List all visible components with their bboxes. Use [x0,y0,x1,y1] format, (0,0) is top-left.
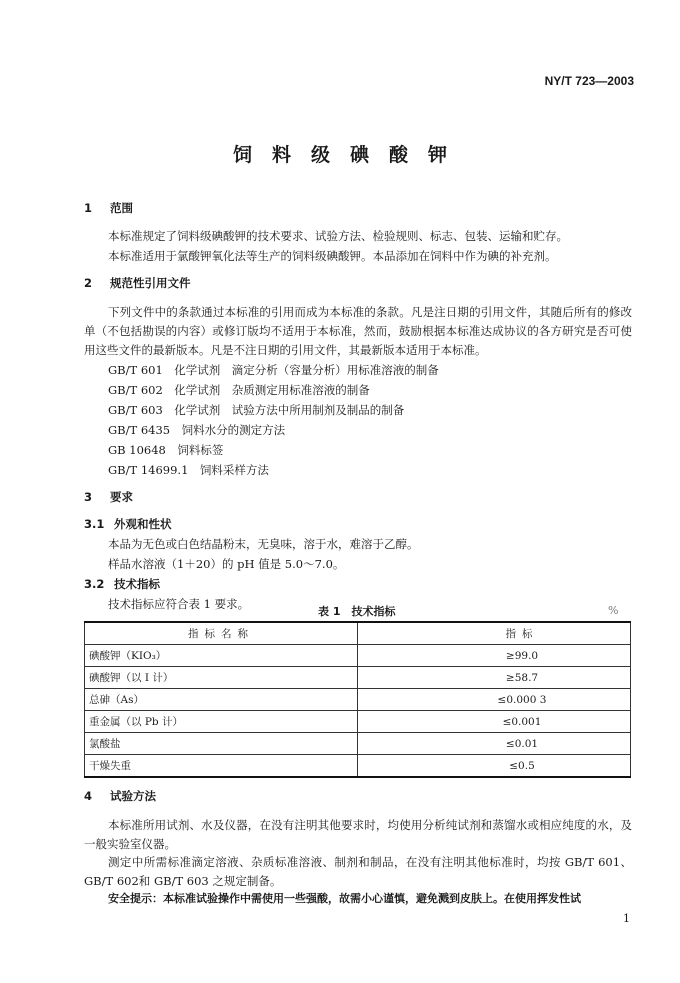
table-row [85,711,631,733]
section-number: 3.2 [84,577,105,591]
section-1-para-1: 本标准规定了饲料级碘酸钾的技术要求、试验方法、检验规则、标志、包装、运输和贮存。 [108,229,568,243]
section-2-heading [84,275,191,291]
reference-item: GB/T 6435 饲料水分的测定方法 [108,423,286,437]
table-unit: % [608,604,619,617]
table-row [85,667,631,689]
section-number: 4 [84,789,93,803]
table-cell-value: ≤0.000 3 [358,689,631,711]
table-cell-name: 氯酸盐 [85,733,358,755]
section-title: 范围 [110,201,133,215]
section-3-2-para-1: 技术指标应符合表 1 要求。 [108,597,250,611]
document-title: 饲料级碘酸钾 [232,144,467,166]
reference-item: GB/T 14699.1 饲料采样方法 [108,463,269,477]
section-3-1-heading [84,516,172,532]
section-title: 要求 [110,490,133,504]
table-cell-value: ≥99.0 [358,645,631,667]
section-title: 规范性引用文件 [110,276,191,290]
section-1-para-2: 本标准适用于氯酸钾氧化法等生产的饲料级碘酸钾。本品添加在饲料中作为碘的补充剂。 [108,249,557,263]
safety-notice: 安全提示：本标准试验操作中需使用一些强酸，故需小心谨慎，避免溅到皮肤上。在使用挥发性试 [108,892,581,905]
section-number: 3.1 [84,517,105,531]
table-header-cell: 指标 [358,622,631,645]
section-1-heading [84,200,133,216]
table-cell-name: 碘酸钾（以 I 计） [85,667,358,689]
table-cell-name: 总砷（As） [85,689,358,711]
section-3-1-para-2: 样品水溶液（1＋20）的 pH 值是 5.0～7.0。 [108,557,345,571]
section-4-para-1: 本标准所用试剂、水及仪器，在没有注明其他要求时，均使用分析纯试剂和蒸馏水或相应纯度的水，及一般实验室仪器。 [84,818,632,851]
table-cell-value: ≤0.001 [358,711,631,733]
table-caption: 表 1 技术指标 [318,605,396,618]
section-2-para-1: 下列文件中的条款通过本标准的引用而成为本标准的条款。凡是注日期的引用文件，其随后所有的修改单（不包括勘误的内容）或修订版均不适用于本标准，然而，鼓励根据本标准达成协议的各方研究是否可使用这些文件的最新版本。凡是不注日期的引用文件，其最新版本适用于本标准。 [84,305,632,357]
reference-item: GB/T 601 化学试剂 滴定分析（容量分析）用标准溶液的制备 [108,363,439,377]
page-number: 1 [623,912,630,925]
reference-item: GB/T 603 化学试剂 试验方法中所用制剂及制品的制备 [108,403,405,417]
table-cell-value: ≥58.7 [358,667,631,689]
reference-item: GB 10648 饲料标签 [108,443,224,457]
section-title: 技术指标 [114,577,160,591]
table-cell-name: 碘酸钾（KIO₃） [85,645,358,667]
table-cell-name: 干燥失重 [85,755,358,778]
section-title: 外观和性状 [114,517,172,531]
table-row [85,755,631,778]
table-header-cell: 指标名称 [85,622,358,645]
section-4-para-2: 测定中所需标准滴定溶液、杂质标准溶液、制剂和制品，在没有注明其他标准时，均按 GB/T 601、GB/T 602和 GB/T 603 之规定制备。 [84,855,632,888]
standard-code: NY/T 723—2003 [544,74,634,88]
section-3-2-heading [84,576,160,592]
section-number: 1 [84,201,93,215]
reference-item: GB/T 602 化学试剂 杂质测定用标准溶液的制备 [108,383,370,397]
section-3-heading [84,489,133,505]
section-number: 3 [84,490,93,504]
spec-table [84,621,631,778]
table-header-row [85,622,631,645]
section-number: 2 [84,276,93,290]
table-cell-name: 重金属（以 Pb 计） [85,711,358,733]
section-4-heading [84,788,156,804]
table-row [85,733,631,755]
section-3-1-para-1: 本品为无色或白色结晶粉末，无臭味，溶于水，难溶于乙醇。 [108,537,419,551]
table-row [85,689,631,711]
table-row [85,645,631,667]
table-cell-value: ≤0.5 [358,755,631,778]
section-title: 试验方法 [110,789,156,803]
table-cell-value: ≤0.01 [358,733,631,755]
